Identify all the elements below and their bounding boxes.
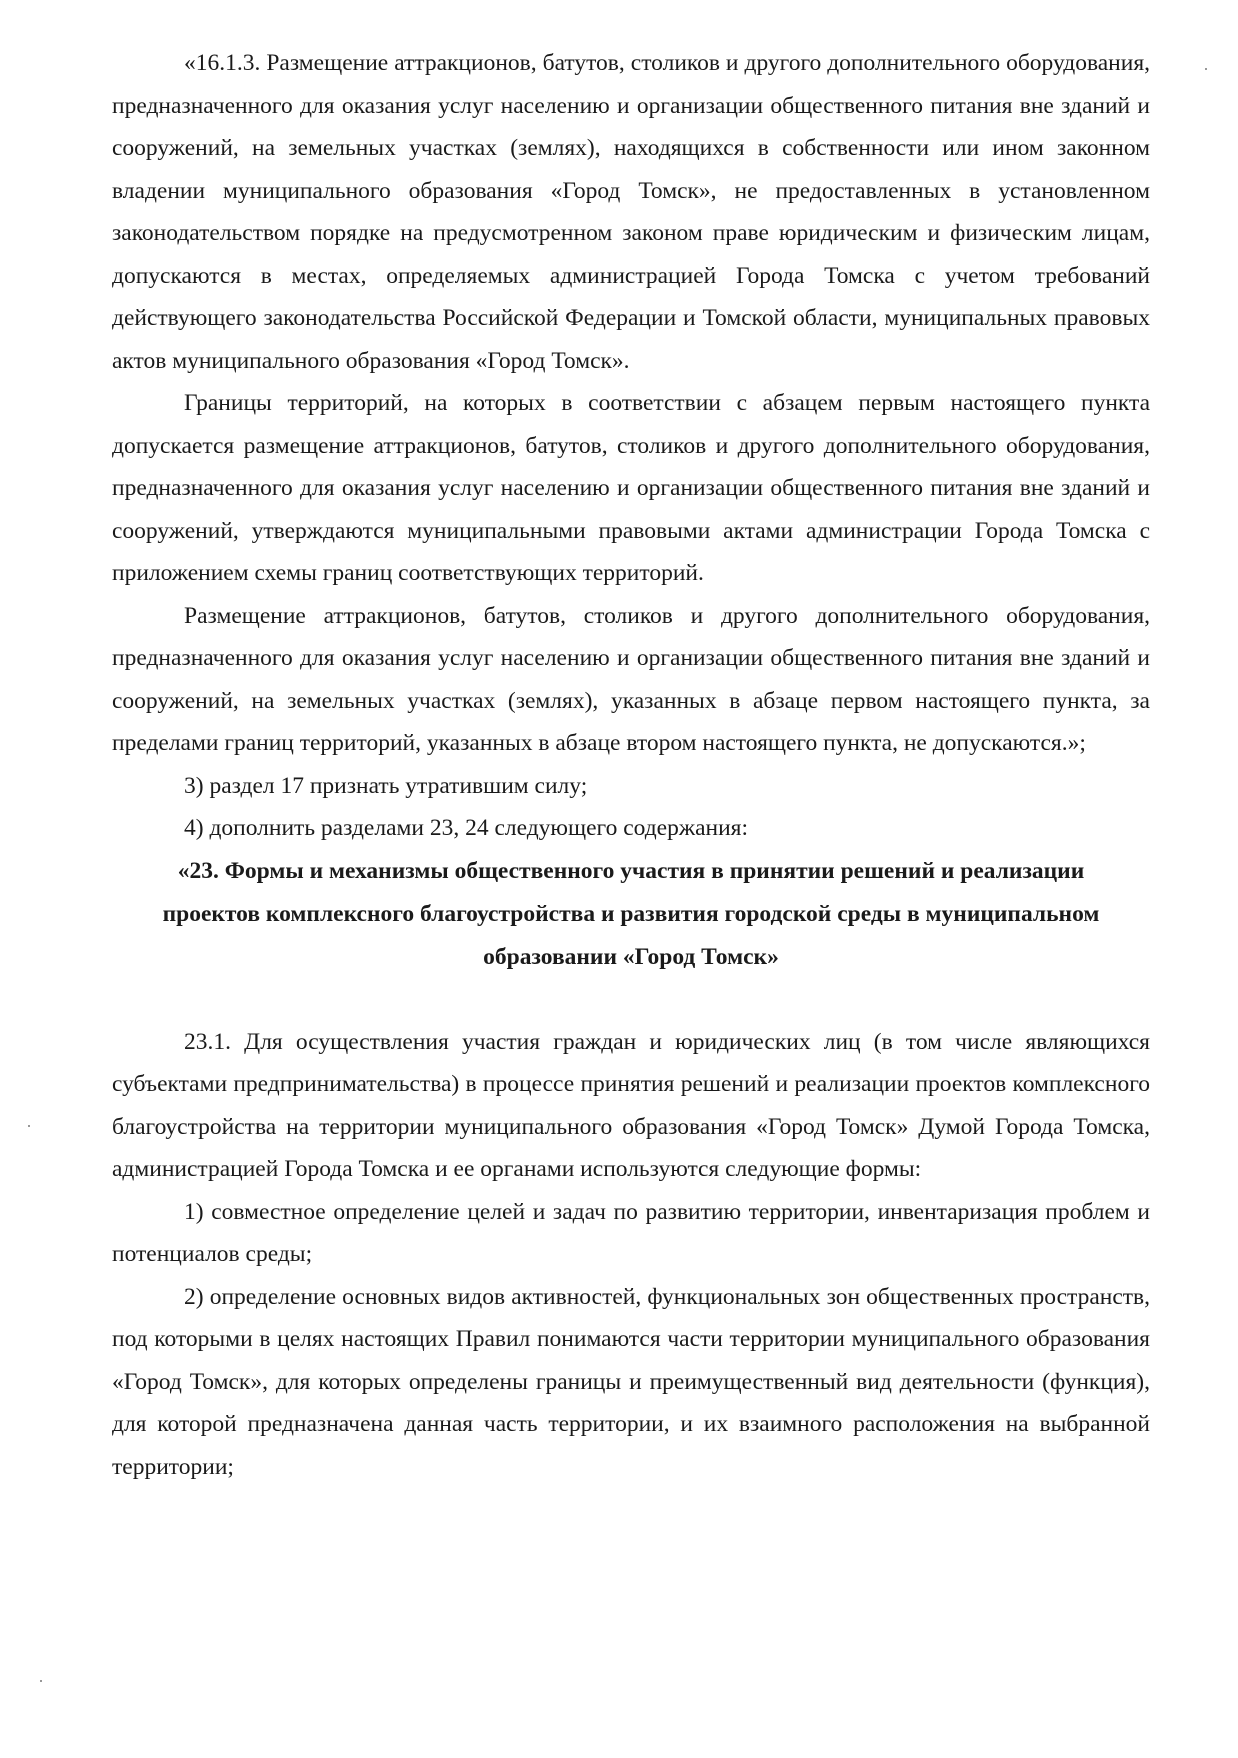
document-page xyxy=(112,42,1150,1488)
paragraph-placement-prohibited: Размещение аттракционов, батутов, столиков и другого дополнительного оборудования, предназначенного для оказания услуг населению и организации общественного питания вне зданий и сооружений, на земельных участках (землях), указанных в абзаце первом настоящего пункта, за пределами границ территорий, указанных в абзаце втором настоящего пункта, не допускаются.»; xyxy=(112,602,1150,756)
list-item-3: 3) раздел 17 признать утратившим силу; xyxy=(184,772,588,799)
heading-line: «23. Формы и механизмы общественного участия в принятии решений и реализации xyxy=(177,857,1085,884)
section-23-heading xyxy=(112,850,1150,979)
scan-speck xyxy=(40,1680,42,1682)
spacer xyxy=(112,979,1150,1021)
paragraph-boundaries: Границы территорий, на которых в соответствии с абзацем первым настоящего пункта допускается размещение аттракционов, батутов, столиков и другого дополнительного оборудования, предназначенного для оказания услуг населению и организации общественного питания вне зданий и сооружений, утверждаются муниципальными правовыми актами администрации Города Томска с приложением схемы границ соответствующих территорий. xyxy=(112,390,1150,586)
paragraph-16-1-3: «16.1.3. Размещение аттракционов, батутов, столиков и другого дополнительного оборудования, предназначенного для оказания услуг населению и организации общественного питания вне зданий и сооружений, на земельных участках (землях), находящихся в собственности или ином законном владении муниципального образования «Город Томск», не предоставленных в установленном законодательством порядке на предусмотренном законом праве юридическим и физическим лицам, допускаются в местах, определяемых администрацией Города Томска с учетом требований действующего законодательства Российской Федерации и Томской области, муниципальных правовых актов муниципального образования «Город Томск». xyxy=(112,50,1150,374)
scan-speck xyxy=(28,1125,30,1127)
heading-line: образовании «Город Томск» xyxy=(483,943,779,970)
list-item-4: 4) дополнить разделами 23, 24 следующего содержания: xyxy=(184,815,748,841)
paragraph-23-1: 23.1. Для осуществления участия граждан и юридических лиц (в том числе являющихся субъектами предпринимательства) в процессе принятия решений и реализации проектов комплексного благоустройства на территории муниципального образования «Город Томск» Думой Города Томска, администрацией Города Томска и ее органами используются следующие формы: xyxy=(112,1028,1150,1182)
list-item-2: 2) определение основных видов активностей, функциональных зон общественных пространств, под которыми в целях настоящих Правил понимаются части территории муниципального образования «Город Томск», для которых определены границы и преимущественный вид деятельности (функция), для которой предназначена данная часть территории, и их взаимного расположения на выбранной территории; xyxy=(112,1283,1150,1480)
list-item-1: 1) совместное определение целей и задач по развитию территории, инвентаризация проблем и потенциалов среды; xyxy=(112,1198,1150,1267)
scan-speck xyxy=(1205,68,1207,70)
heading-line: проектов комплексного благоустройства и развития городской среды в муниципальном xyxy=(162,900,1100,927)
